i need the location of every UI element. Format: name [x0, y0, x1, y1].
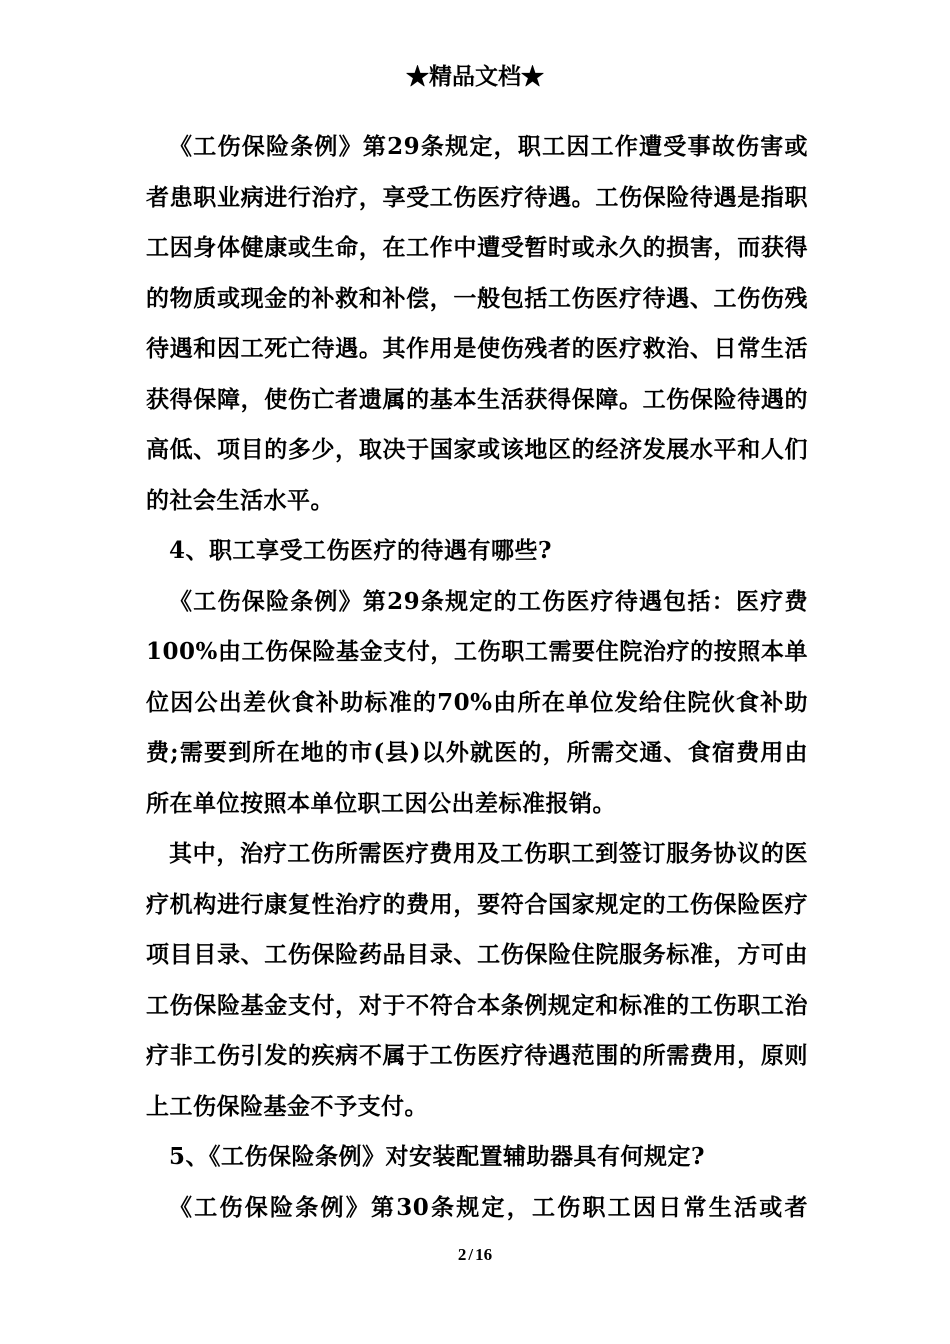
page-number-separator: / [468, 1245, 474, 1264]
page-header [0, 62, 950, 92]
paragraph: 《工伤保险条例》第29条规定的工伤医疗待遇包括：医疗费100%由工伤保险基金支付，工伤职工需要住院治疗的按照本单位因公出差伙食补助标准的70%由所在单位发给住院伙食补助费;需要到所在地的市(县)以外就医的，所需交通、食宿费用由所在单位按照本单位职工因公出差标准报销。 [146, 587, 808, 817]
page-footer [0, 1244, 950, 1266]
page-number-total: 16 [475, 1245, 493, 1264]
document-body [146, 122, 808, 1233]
section-heading: 5、《工伤保险条例》对安装配置辅助器具有何规定? [169, 1143, 705, 1170]
section-heading: 4、职工享受工伤医疗的待遇有哪些? [169, 537, 552, 564]
paragraph: 《工伤保险条例》第30条规定，工伤职工因日常生活或者 [169, 1193, 808, 1221]
page-number-current: 2 [457, 1245, 467, 1264]
paragraph: 《工伤保险条例》第29条规定，职工因工作遭受事故伤害或者患职业病进行治疗，享受工伤医疗待遇。工伤保险待遇是指职工因身体健康或生命，在工作中遭受暂时或永久的损害，而获得的物质或现金的补救和补偿，一般包括工伤医疗待遇、工伤伤残待遇和因工死亡待遇。其作用是使伤残者的医疗救治、日常生活获得保障，使伤亡者遗属的基本生活获得保障。工伤保险待遇的高低、项目的多少，取决于国家或该地区的经济发展水平和人们的社会生活水平。 [146, 133, 808, 514]
paragraph: 其中，治疗工伤所需医疗费用及工伤职工到签订服务协议的医疗机构进行康复性治疗的费用，要符合国家规定的工伤保险医疗项目目录、工伤保险药品目录、工伤保险住院服务标准，方可由工伤保险基金支付，对于不符合本条例规定和标准的工伤职工治疗非工伤引发的疾病不属于工伤医疗待遇范围的所需费用，原则上工伤保险基金不予支付。 [146, 840, 808, 1120]
header-title: ★精品文档★ [406, 63, 544, 90]
